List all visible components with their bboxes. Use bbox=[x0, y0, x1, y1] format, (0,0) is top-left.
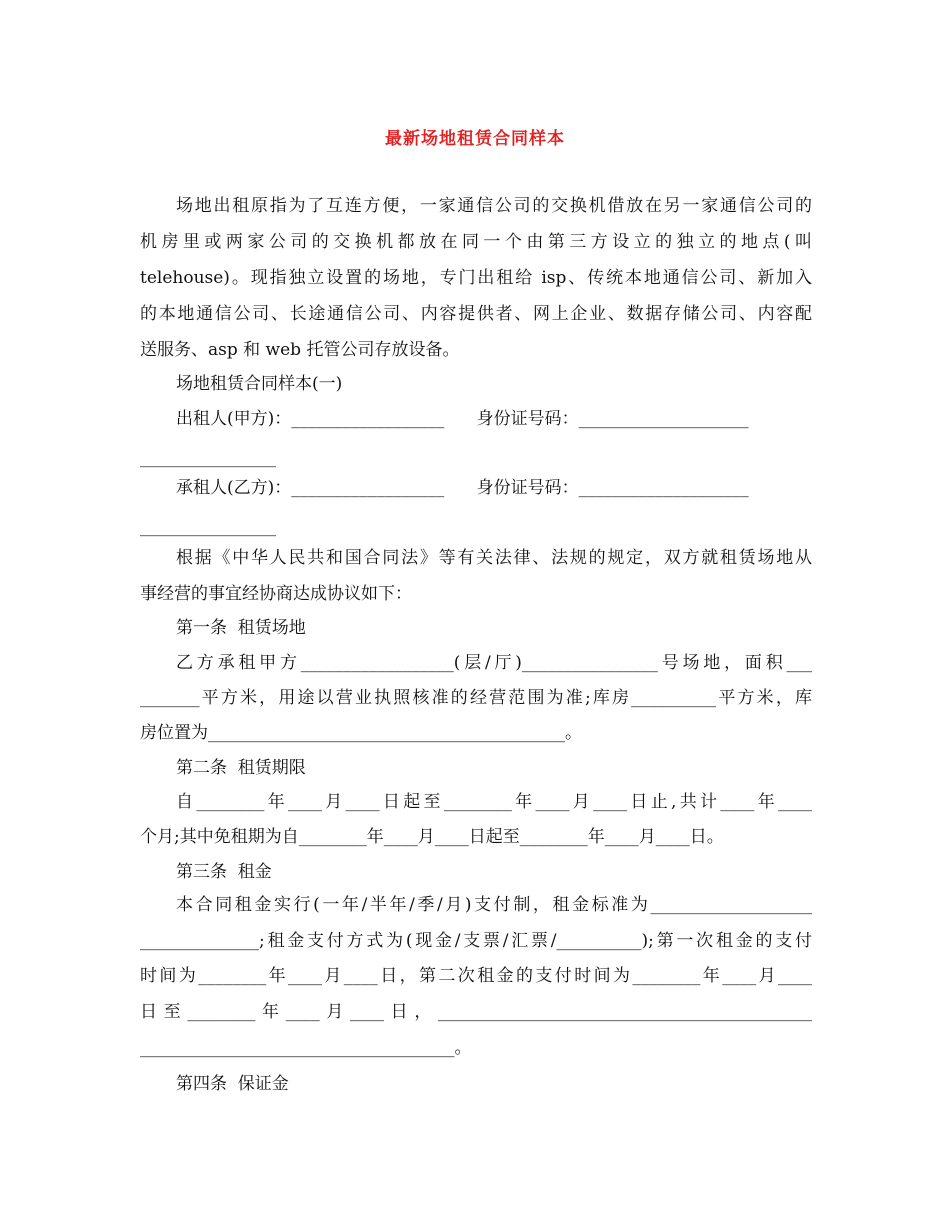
intro-line: 机房里或两家公司的交换机都放在同一个由第三方设立的独立的地点(叫 bbox=[140, 232, 812, 252]
lessee-line-cont: ________________ bbox=[140, 517, 276, 537]
document-title: 最新场地租赁合同样本 bbox=[385, 129, 565, 149]
article-3-line: 时间为________年____月____日，第二次租金的支付时间为________年____月____ bbox=[140, 966, 812, 986]
sample-heading: 场地租赁合同样本(一) bbox=[176, 374, 343, 394]
lessee-line: 承租人(乙方)：__________________ 身份证号码：____________________ bbox=[176, 478, 749, 498]
article-3-line: _____________________________________。 bbox=[140, 1038, 472, 1058]
intro-line: 送服务、asp 和 web 托管公司存放设备。 bbox=[140, 340, 460, 360]
intro-line: telehouse)。现指独立设置的场地，专门出租给 isp、传统本地通信公司、新加入 bbox=[140, 268, 812, 288]
article-2-heading: 第二条 租赁期限 bbox=[176, 758, 306, 778]
basis-line: 根据《中华人民共和国合同法》等有关法律、法规的规定，双方就租赁场地从 bbox=[176, 548, 812, 568]
article-1-line: _______平方米，用途以营业执照核准的经营范围为准;库房__________平方米，库 bbox=[140, 688, 812, 708]
article-3-heading: 第三条 租金 bbox=[176, 862, 272, 882]
article-3-line: 本合同租金实行(一年/半年/季/月)支付制，租金标准为___________________ bbox=[176, 895, 812, 915]
article-1-line: 乙方承租甲方__________________(层/厅)________________号场地，面积___ bbox=[176, 653, 812, 673]
basis-line: 事经营的事宜经协商达成协议如下： bbox=[140, 584, 412, 604]
article-3-line: 日至________年____月____日，____________________________________________ bbox=[140, 1002, 812, 1022]
article-4-heading: 第四条 保证金 bbox=[176, 1074, 289, 1094]
intro-line: 的本地通信公司、长途通信公司、内容提供者、网上企业、数据存储公司、内容配 bbox=[140, 304, 812, 324]
article-3-line: ______________;租金支付方式为(现金/支票/汇票/__________);第一次租金的支付 bbox=[140, 931, 812, 951]
article-2-line: 个月;其中免租期为自________年____月____日起至________年____月____日。 bbox=[140, 827, 724, 847]
intro-line: 场地出租原指为了互连方便，一家通信公司的交换机借放在另一家通信公司的 bbox=[176, 196, 812, 216]
lessor-line-cont: ________________ bbox=[140, 448, 276, 468]
article-1-line: 房位置为__________________________________________。 bbox=[140, 723, 582, 743]
article-2-line: 自________年____月____日起至________年____月____日止,共计____年____ bbox=[176, 792, 812, 812]
lessor-line: 出租人(甲方)：__________________ 身份证号码：____________________ bbox=[176, 409, 749, 429]
article-1-heading: 第一条 租赁场地 bbox=[176, 618, 306, 638]
